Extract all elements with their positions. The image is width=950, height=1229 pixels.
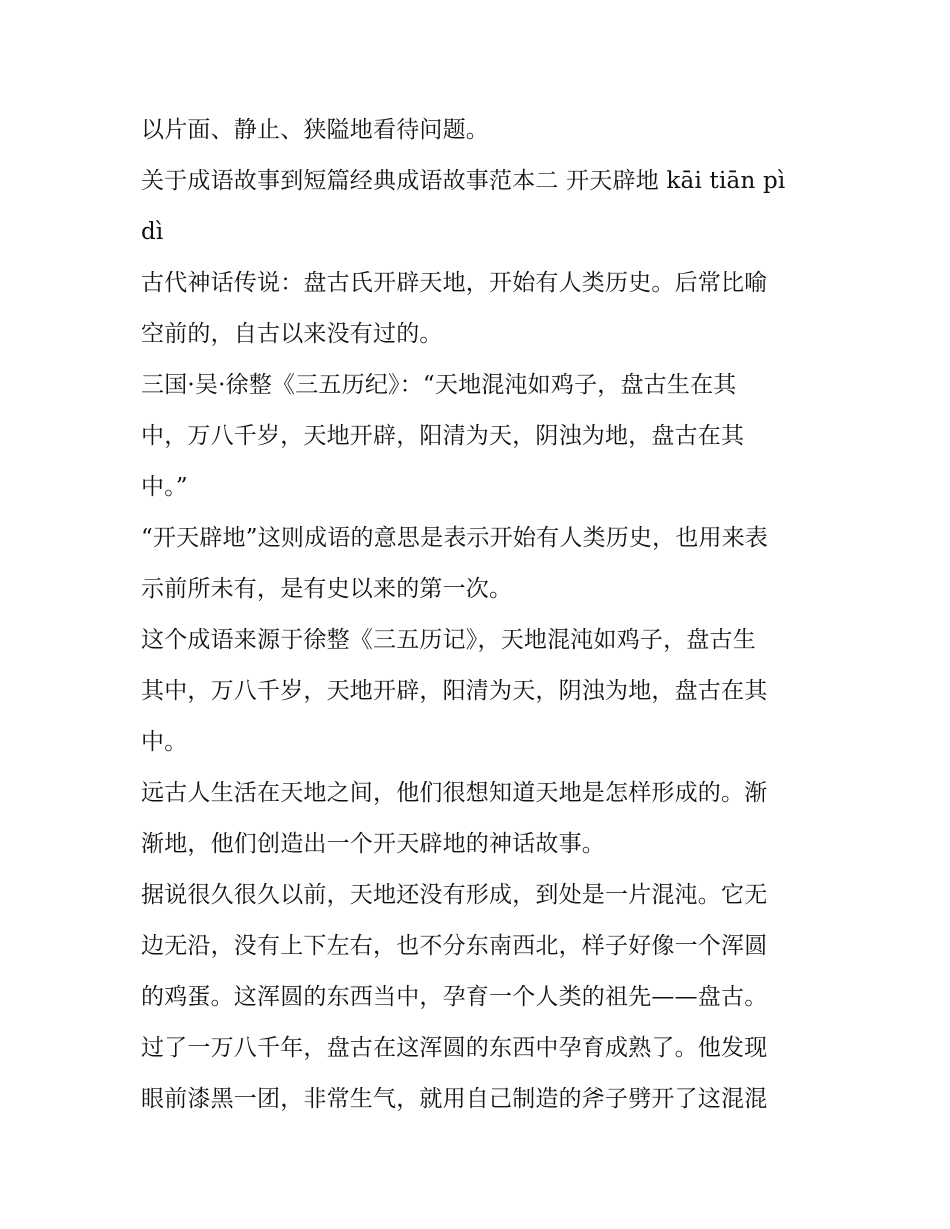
text-line: 渐地，他们创造出一个开天辟地的神话故事。 [141, 831, 605, 857]
text-line: 的鸡蛋。这浑圆的东西当中，孕育一个人类的祖先——盘古。 [141, 984, 768, 1010]
text-line: 其中，万八千岁，天地开辟，阳清为天，阴浊为地，盘古在其 [141, 678, 768, 704]
document-body [141, 105, 813, 1125]
text-line: 这个成语来源于徐整《三五历记》，天地混沌如鸡子，盘古生 [141, 627, 756, 653]
text-line: 古代神话传说：盘古氏开辟天地，开始有人类历史。后常比喻 [141, 270, 768, 296]
text-line: 据说很久很久以前，天地还没有形成，到处是一片混沌。它无 [141, 882, 768, 908]
text-line: dì [141, 219, 164, 245]
text-line: 中。 [141, 729, 188, 755]
text-line: 以片面、静止、狭隘地看待问题。 [141, 117, 489, 143]
text-line: 过了一万八千年，盘古在这浑圆的东西中孕育成熟了。他发现 [141, 1035, 768, 1061]
text-line: 关于成语故事到短篇经典成语故事范本二 开天辟地 kāi tiān pì [141, 168, 786, 194]
text-line: 空前的，自古以来没有过的。 [141, 321, 443, 347]
text-line: 中。” [141, 474, 188, 500]
text-line: 边无沿，没有上下左右，也不分东南西北，样子好像一个浑圆 [141, 933, 768, 959]
text-line: 中，万八千岁，天地开辟，阳清为天，阴浊为地，盘古在其 [141, 423, 745, 449]
text-line: “开天辟地”这则成语的意思是表示开始有人类历史，也用来表 [141, 525, 769, 551]
text-line: 远古人生活在天地之间，他们很想知道天地是怎样形成的。渐 [141, 780, 768, 806]
text-line: 三国·吴·徐整《三五历纪》：“天地混沌如鸡子，盘古生在其 [141, 372, 737, 398]
text-line: 示前所未有，是有史以来的第一次。 [141, 576, 513, 602]
text-line: 眼前漆黑一团，非常生气，就用自己制造的斧子劈开了这混混 [141, 1086, 768, 1112]
